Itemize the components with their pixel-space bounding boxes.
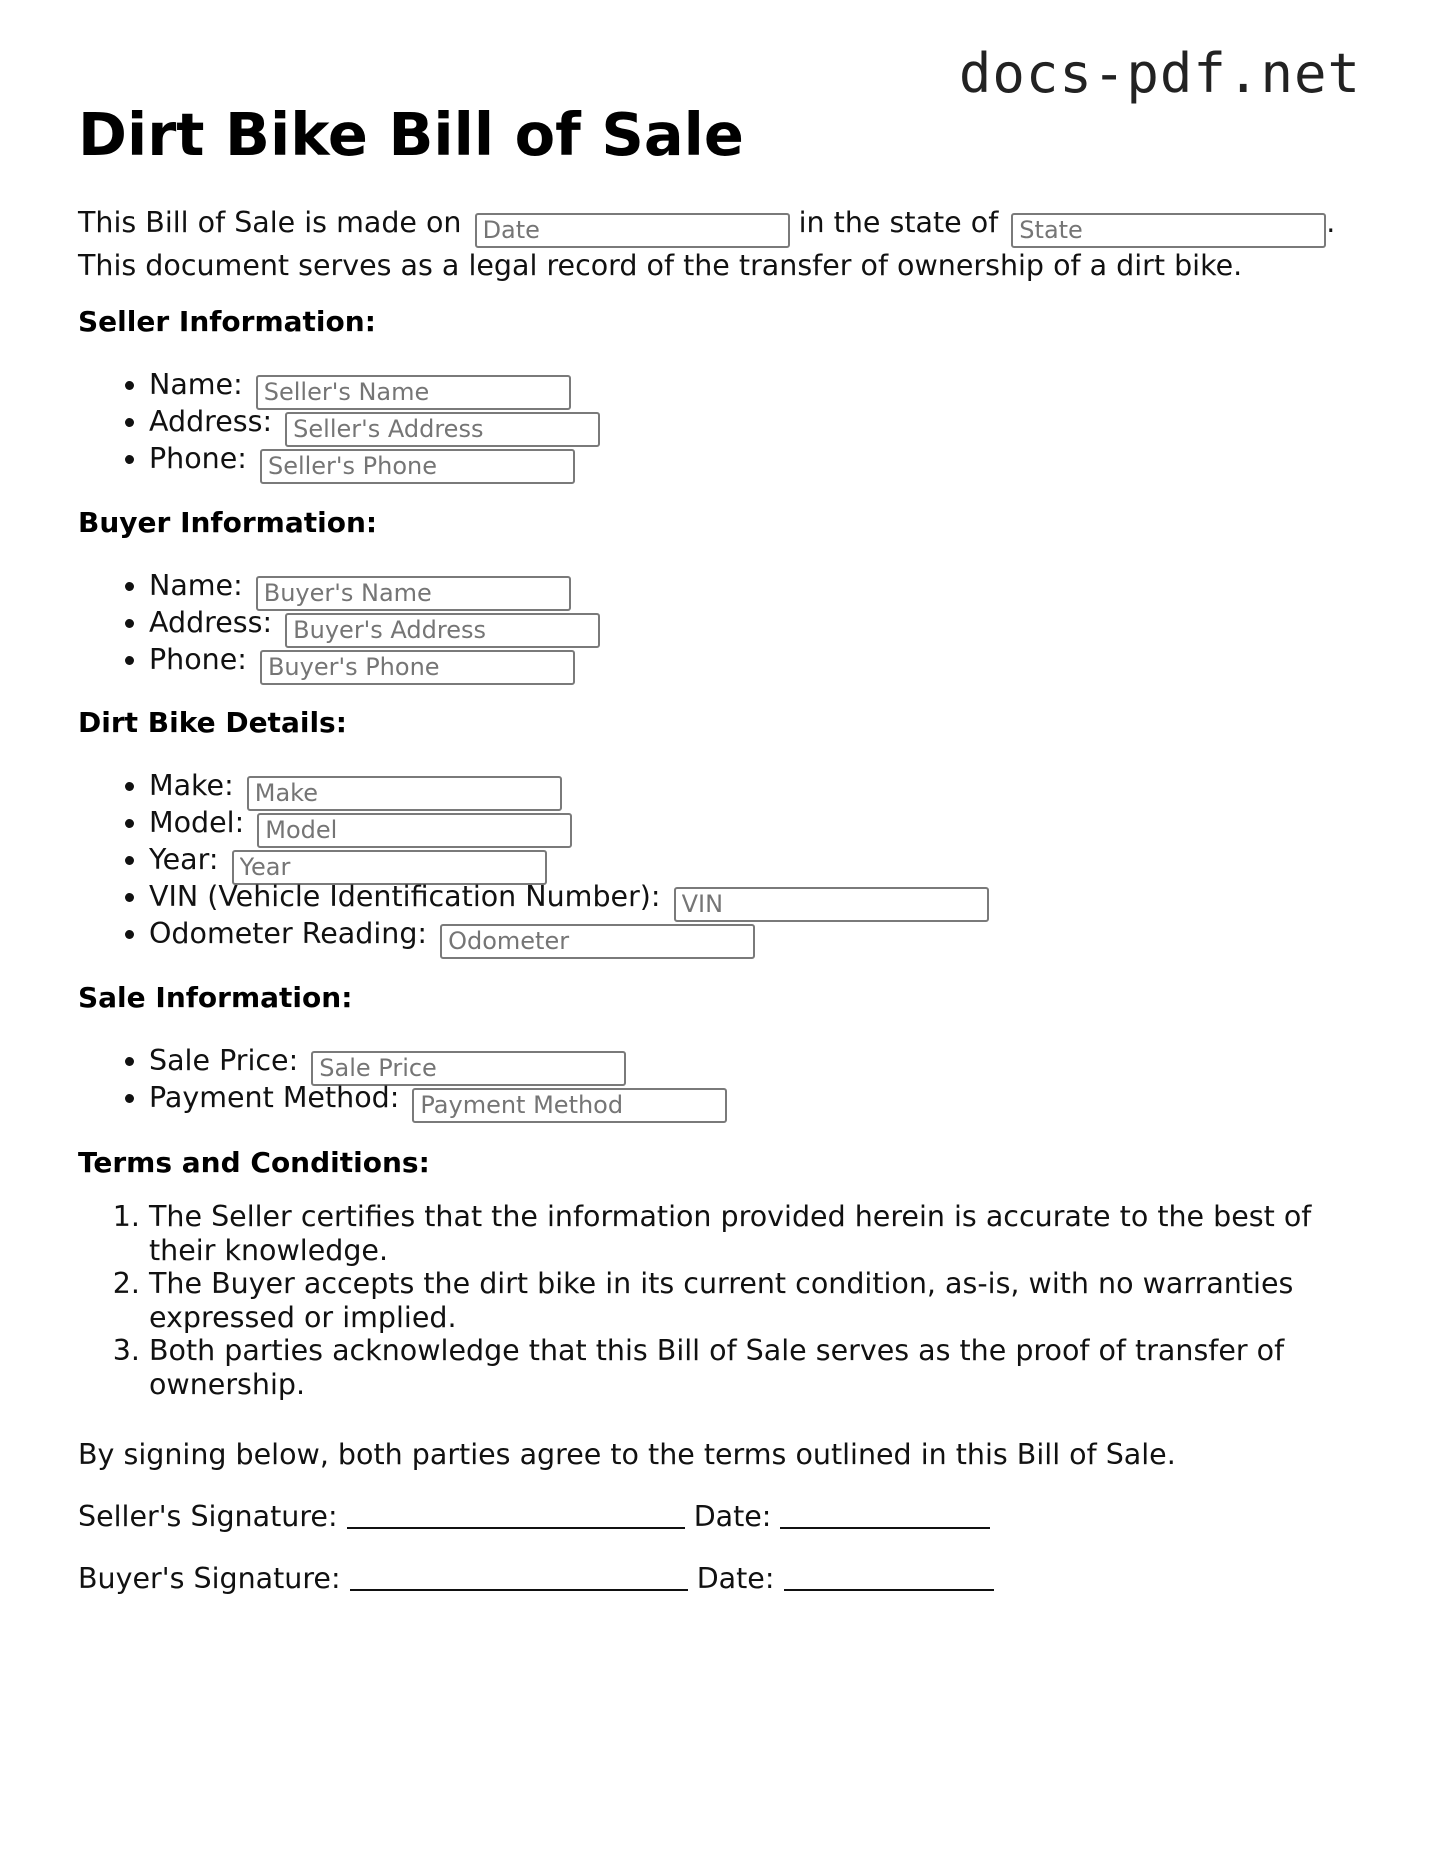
seller-phone-label: Phone:: [149, 442, 247, 475]
agreement-text: By signing below, both parties agree to the terms outlined in this Bill of Sale.: [78, 1438, 1176, 1471]
list-item: [149, 878, 989, 915]
list-item: [149, 1042, 727, 1079]
buyer-date-blank[interactable]: [784, 1563, 994, 1591]
buyer-signature-label: Buyer's Signature:: [78, 1562, 341, 1595]
model-label: Model:: [149, 806, 245, 839]
bike-details-heading: Dirt Bike Details:: [78, 706, 347, 739]
buyer-fields-list: [78, 567, 600, 678]
seller-phone-input[interactable]: [260, 449, 575, 484]
intro-purpose-text: This document serves as a legal record of the transfer of ownership of a dirt bike.: [78, 248, 1243, 282]
intro-made-on-text: This Bill of Sale is made on: [78, 206, 462, 239]
seller-signature-line: [78, 1499, 990, 1535]
odometer-label: Odometer Reading:: [149, 917, 428, 950]
list-item: [149, 1079, 727, 1116]
list-item: [149, 403, 600, 440]
seller-name-label: Name:: [149, 368, 243, 401]
seller-signature-blank[interactable]: [347, 1501, 685, 1529]
buyer-address-label: Address:: [149, 606, 273, 639]
seller-date-blank[interactable]: [780, 1501, 990, 1529]
terms-heading: Terms and Conditions:: [78, 1146, 430, 1179]
list-item: [149, 604, 600, 641]
list-item: [149, 767, 989, 804]
list-item: [149, 567, 600, 604]
buyer-heading: Buyer Information:: [78, 506, 378, 539]
buyer-phone-label: Phone:: [149, 643, 247, 676]
buyer-date-label: Date:: [696, 1562, 775, 1595]
bike-fields-list: [78, 767, 989, 952]
sale-info-heading: Sale Information:: [78, 981, 353, 1014]
watermark: docs-pdf.net: [958, 42, 1361, 105]
terms-item: 3. Both parties acknowledge that this Bill of Sale serves as the proof of transfer of ownership.: [149, 1334, 1379, 1401]
page-title: Dirt Bike Bill of Sale: [78, 100, 744, 169]
state-input[interactable]: [1011, 213, 1326, 248]
terms-item: 1. The Seller certifies that the information provided herein is accurate to the best of their knowledge.: [149, 1200, 1379, 1267]
list-item: [149, 804, 989, 841]
list-item: [149, 641, 600, 678]
payment-method-label: Payment Method:: [149, 1081, 400, 1114]
buyer-name-label: Name:: [149, 569, 243, 602]
sale-fields-list: [78, 1042, 727, 1116]
seller-fields-list: [78, 366, 600, 477]
list-item: [149, 440, 600, 477]
buyer-signature-blank[interactable]: [350, 1563, 688, 1591]
buyer-signature-line: [78, 1561, 994, 1597]
seller-date-label: Date:: [693, 1500, 772, 1533]
odometer-input[interactable]: [440, 924, 755, 959]
terms-item: 2. The Buyer accepts the dirt bike in its current condition, as-is, with no warranties expressed or implied.: [149, 1267, 1379, 1334]
buyer-phone-input[interactable]: [260, 650, 575, 685]
terms-list: [78, 1200, 1379, 1401]
sale-price-label: Sale Price:: [149, 1044, 299, 1077]
intro-in-state-text: in the state of: [798, 206, 999, 239]
intro-period: .: [1326, 206, 1336, 239]
year-label: Year:: [149, 843, 219, 876]
seller-heading: Seller Information:: [78, 305, 376, 338]
payment-method-input[interactable]: [412, 1088, 727, 1123]
sale-date-input[interactable]: [475, 213, 790, 248]
seller-address-label: Address:: [149, 405, 273, 438]
vin-label: VIN (Vehicle Identification Number):: [149, 880, 661, 913]
intro-paragraph: [78, 205, 1348, 284]
make-label: Make:: [149, 769, 234, 802]
list-item: [149, 366, 600, 403]
seller-signature-label: Seller's Signature:: [78, 1500, 338, 1533]
